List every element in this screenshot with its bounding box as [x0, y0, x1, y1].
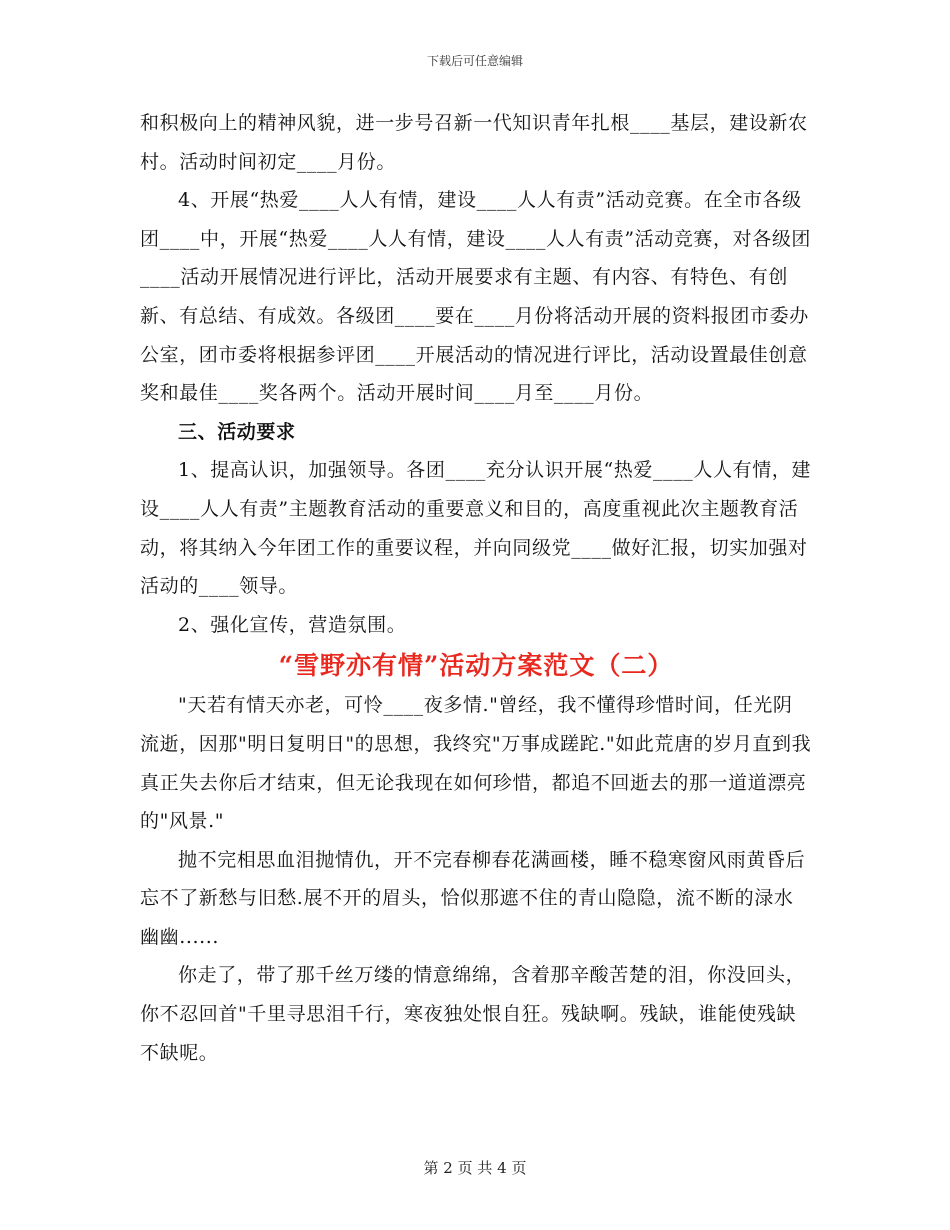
page-header: 下载后可任意编辑	[426, 54, 523, 68]
paragraph-requirement-2: 2、强化宣传，营造氛围。	[178, 613, 407, 636]
section-heading-requirements: 三、活动要求	[178, 420, 296, 443]
paragraph-item-4: 4、开展“热爱____人人有情，建设____人人有责”活动竞赛。在全市各级团____中，开展“热爱____人人有情，建设____人人有责”活动竞赛，对各级团____活动开展情况进行评比，活动开展要求有主题、有内容、有特色、有创新、有总结、有成效。各级团____要在____月份将活动开展的资料报团市委办公室，团市委将根据参评团____开展活动的情况进行评比，活动设置最佳创意奖和最佳____奖各两个。活动开展时间____月至____月份。	[140, 189, 812, 405]
paragraph-continuation: 和积极向上的精神风貌，进一步号召新一代知识青年扎根____基层，建设新农村。活动时间初定____月份。	[140, 112, 808, 173]
document-body	[140, 104, 812, 1072]
essay-paragraph-1: "天若有情天亦老，可怜____夜多情."曾经，我不懂得珍惜时间，任光阴流逝，因那"明日复明日"的思想，我终究"万事成蹉跎."如此荒唐的岁月直到我真正失去你后才结束，但无论我现在如何珍惜，都追不回逝去的那一道道漂亮的"风景."	[140, 694, 812, 833]
page-footer: 第 2 页 共 4 页	[423, 1159, 527, 1177]
document-title-part-2: “雪野亦有情”活动方案范文（二）	[278, 651, 674, 681]
paragraph-requirement-1: 1、提高认识，加强领导。各团____充分认识开展“热爱____人人有情，建设____人人有责”主题教育活动的重要意义和目的，高度重视此次主题教育活动，将其纳入今年团工作的重要议程，并向同级党____做好汇报，切实加强对活动的____领导。	[140, 459, 812, 598]
essay-paragraph-2: 抛不完相思血泪抛情仇，开不完春柳春花满画楼，睡不稳寒窗风雨黄昏后忘不了新愁与旧愁.展不开的眉头，恰似那遮不住的青山隐隐，流不断的渌水幽幽......	[140, 848, 806, 948]
essay-paragraph-3: 你走了，带了那千丝万缕的情意绵绵，含着那辛酸苦楚的泪，你没回头，你不忍回首"千里寻思泪千行，寒夜独处恨自狂。残缺啊。残缺，谁能使残缺不缺呢。	[140, 964, 806, 1064]
